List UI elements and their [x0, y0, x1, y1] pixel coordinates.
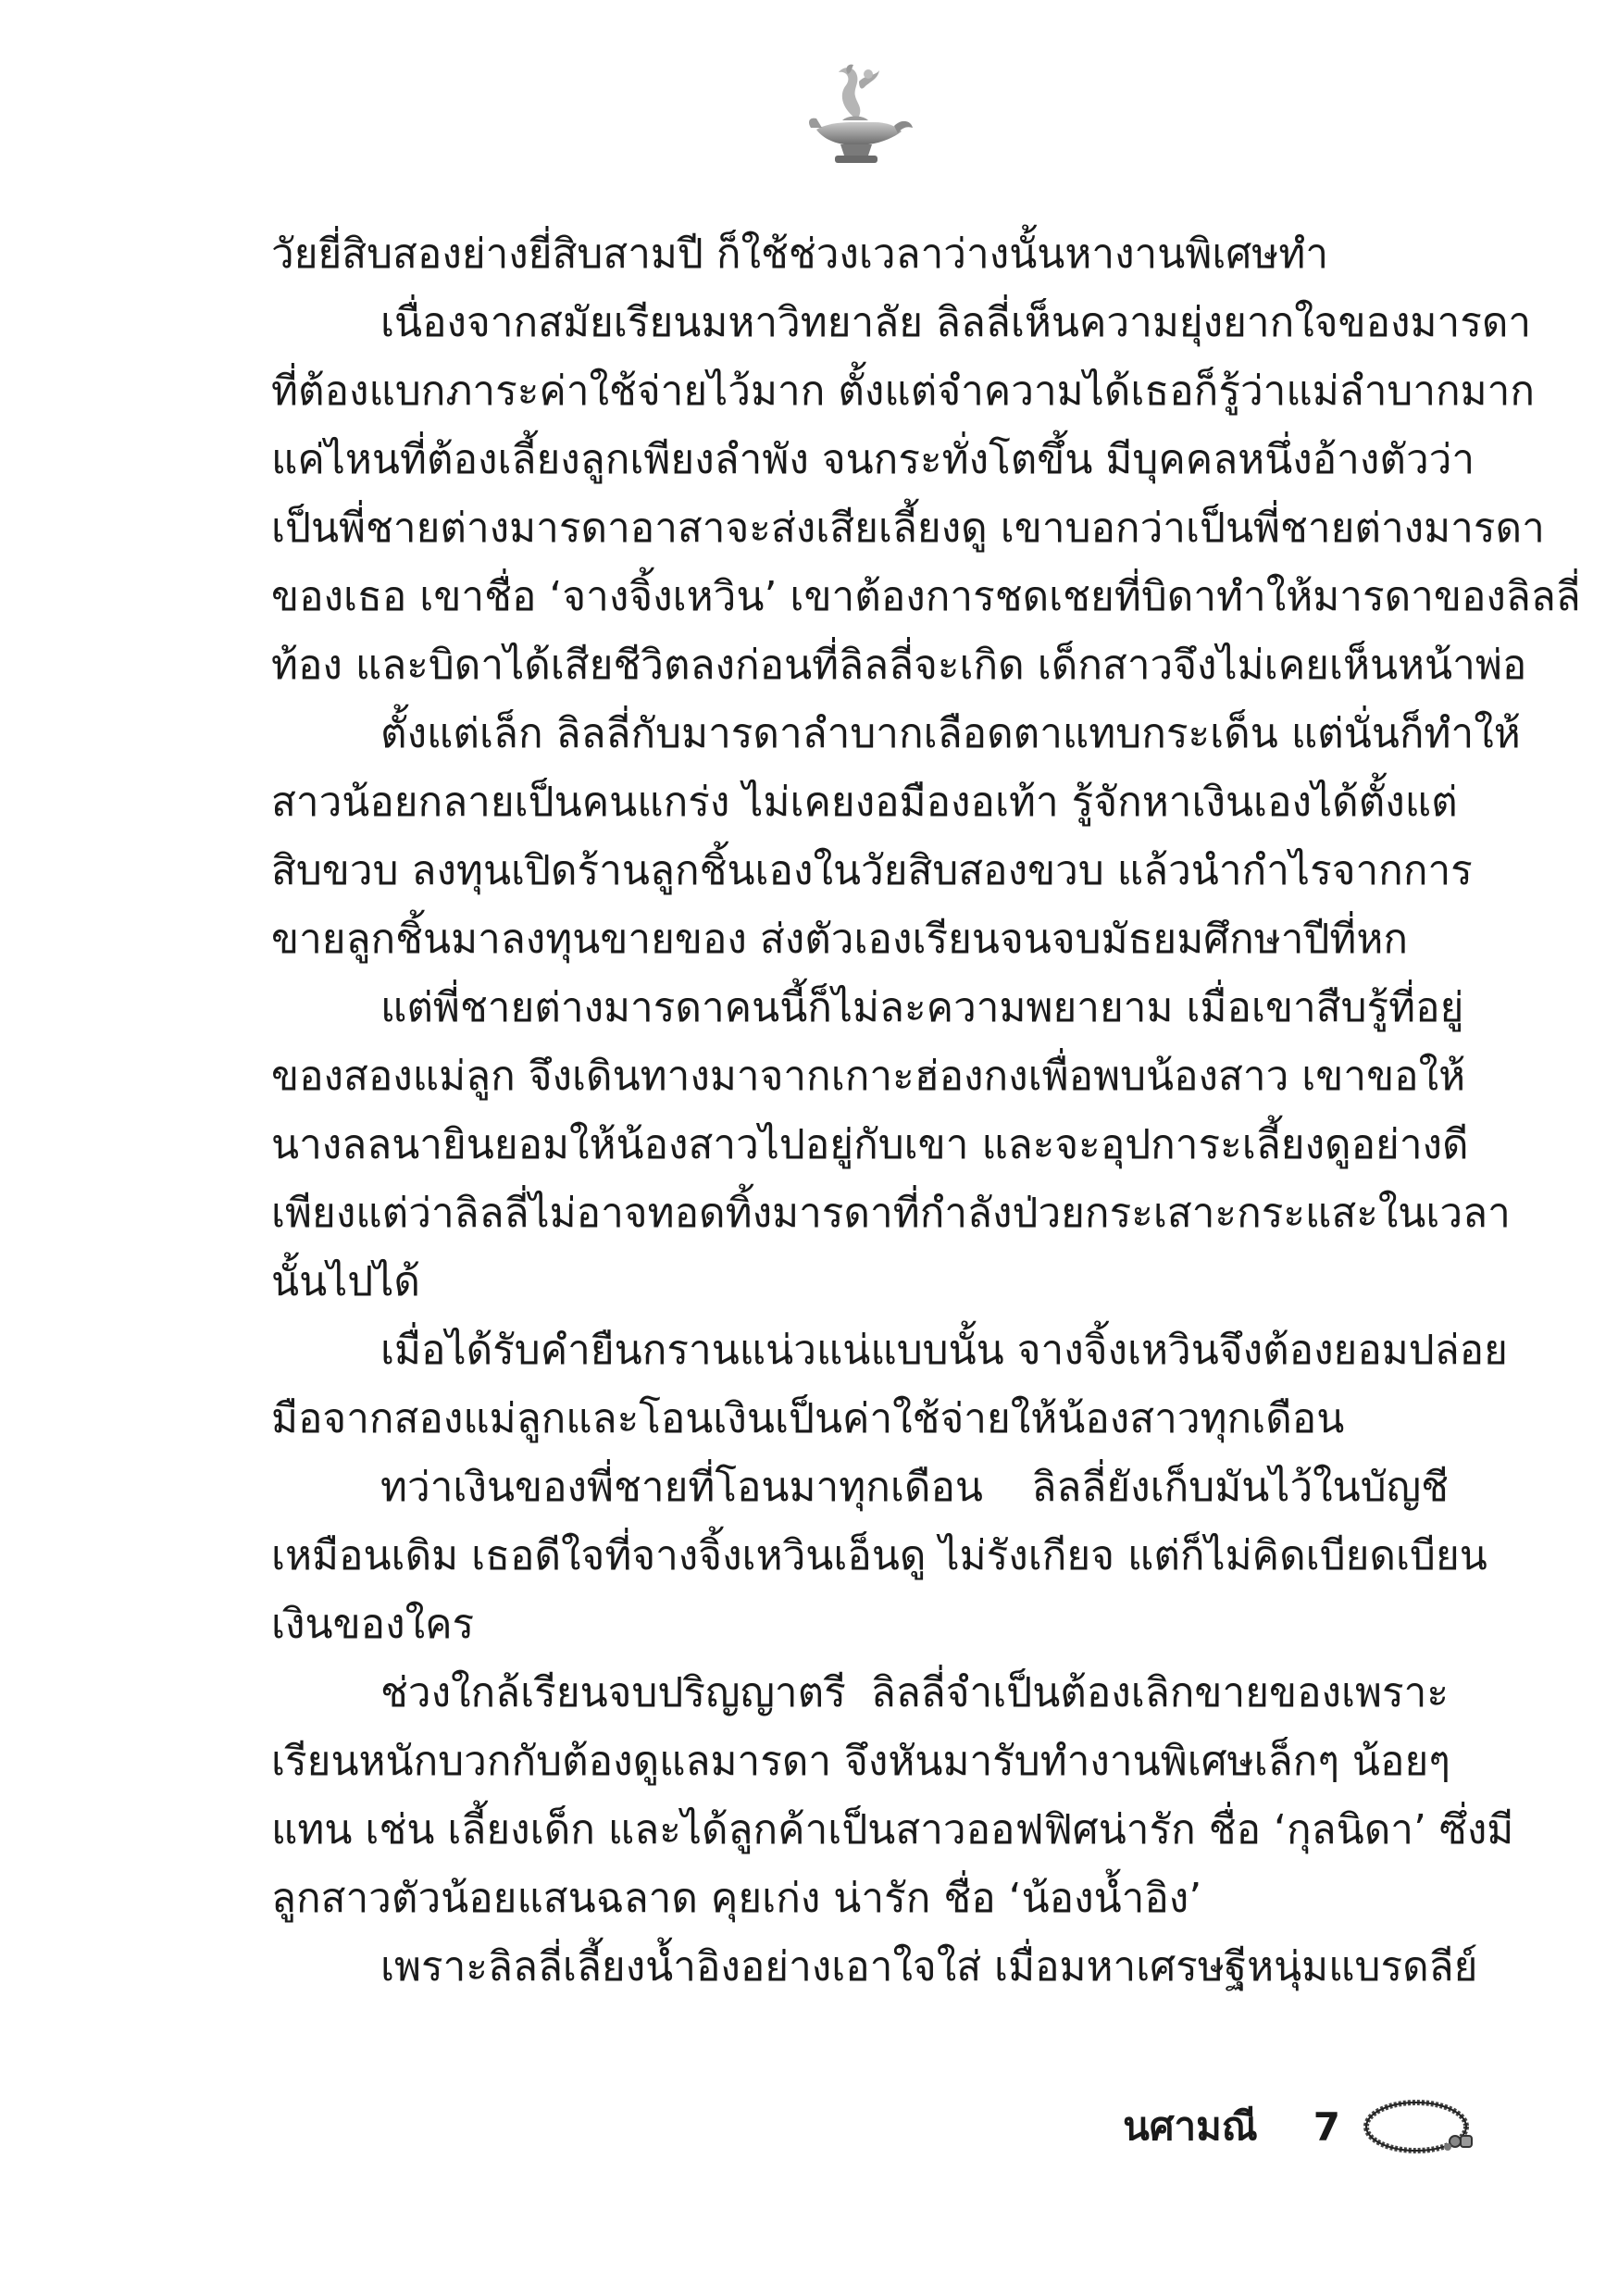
text-line: นางลลนายินยอมให้น้องสาวไปอยู่กับเขา และจะอุปการะเลี้ยงดูอย่างดี — [271, 1121, 1469, 1168]
text-line: แต่พี่ชายต่างมารดาคนนี้ก็ไม่ละความพยายาม เมื่อเขาสืบรู้ที่อยู่ — [380, 984, 1464, 1031]
text-line: มือจากสองแม่ลูกและโอนเงินเป็นค่าใช้จ่ายให้น้องสาวทุกเดือน — [271, 1395, 1345, 1442]
page-number: 7 — [1313, 2103, 1340, 2150]
genie-lamp-icon — [798, 54, 918, 174]
text-line: นั้นไปได้ — [271, 1258, 420, 1305]
text-line: สาวน้อยกลายเป็นคนแกร่ง ไม่เคยงอมืองอเท้า รู้จักหาเงินเองได้ตั้งแต่ — [271, 779, 1458, 826]
text-line: ตั้งแต่เล็ก ลิลลี่กับมารดาลำบากเลือดตาแทบกระเด็น แต่นั่นก็ทำให้ — [380, 710, 1521, 757]
text-line: ของเธอ เขาชื่อ ‘จางจิ้งเหวิน’ เขาต้องการชดเชยที่บิดาทำให้มารดาของลิลลี่ — [271, 573, 1581, 620]
bracelet-icon — [1359, 2090, 1479, 2164]
text-line: เรียนหนักบวกกับต้องดูแลมารดา จึงหันมารับทำงานพิเศษเล็กๆ น้อยๆ — [271, 1738, 1450, 1785]
text-line: ของสองแม่ลูก จึงเดินทางมาจากเกาะฮ่องกงเพื่อพบน้องสาว เขาขอให้ — [271, 1053, 1466, 1100]
body-text — [271, 220, 1581, 2002]
text-line: เป็นพี่ชายต่างมารดาอาสาจะส่งเสียเลี้ยงดู เขาบอกว่าเป็นพี่ชายต่างมารดา — [271, 505, 1545, 552]
text-line: สิบขวบ ลงทุนเปิดร้านลูกชิ้นเองในวัยสิบสองขวบ แล้วนำกำไรจากการ — [271, 847, 1473, 894]
text-line: เพียงแต่ว่าลิลลี่ไม่อาจทอดทิ้งมารดาที่กำลังป่วยกระเสาะกระแสะในเวลา — [271, 1190, 1511, 1237]
text-line: ลูกสาวตัวน้อยแสนฉลาด คุยเก่ง น่ารัก ชื่อ ‘น้องน้ำอิง’ — [271, 1875, 1202, 1922]
text-line: แค่ไหนที่ต้องเลี้ยงลูกเพียงลำพัง จนกระทั่งโตขึ้น มีบุคคลหนึ่งอ้างตัวว่า — [271, 436, 1475, 483]
text-line: แทน เช่น เลี้ยงเด็ก และได้ลูกค้าเป็นสาวออฟฟิศน่ารัก ชื่อ ‘กุลนิดา’ ซึ่งมี — [271, 1806, 1514, 1853]
text-line: ที่ต้องแบกภาระค่าใช้จ่ายไว้มาก ตั้งแต่จำความได้เธอก็รู้ว่าแม่ลำบากมาก — [271, 368, 1536, 415]
text-line: ช่วงใกล้เรียนจบปริญญาตรี ลิลลี่จำเป็นต้องเลิกขายของเพราะ — [380, 1669, 1449, 1716]
text-line: ทว่าเงินของพี่ชายที่โอนมาทุกเดือน ลิลลี่ยังเก็บมันไว้ในบัญชี — [380, 1464, 1449, 1511]
text-line: เหมือนเดิม เธอดีใจที่จางจิ้งเหวินเอ็นดู ไม่รังเกียจ แต่ก็ไม่คิดเบียดเบียน — [271, 1532, 1487, 1579]
book-title: นศามณี — [1123, 2103, 1258, 2149]
text-line: เงินของใคร — [271, 1601, 475, 1648]
page-footer — [1123, 2085, 1479, 2168]
text-line: ขายลูกชิ้นมาลงทุนขายของ ส่งตัวเองเรียนจนจบมัธยมศึกษาปีที่หก — [271, 916, 1409, 963]
text-line: เพราะลิลลี่เลี้ยงน้ำอิงอย่างเอาใจใส่ เมื่อมหาเศรษฐีหนุ่มแบรดลีย์ — [380, 1943, 1478, 1990]
text-line: วัยยี่สิบสองย่างยี่สิบสามปี ก็ใช้ช่วงเวลาว่างนั้นหางานพิเศษทำ — [271, 231, 1329, 278]
text-line: เนื่องจากสมัยเรียนมหาวิทยาลัย ลิลลี่เห็นความยุ่งยากใจของมารดา — [380, 299, 1532, 346]
text-line: เมื่อได้รับคำยืนกรานแน่วแน่แบบนั้น จางจิ้งเหวินจึงต้องยอมปล่อย — [380, 1327, 1508, 1374]
text-line: ท้อง และบิดาได้เสียชีวิตลงก่อนที่ลิลลี่จะเกิด เด็กสาวจึงไม่เคยเห็นหน้าพ่อ — [271, 642, 1527, 689]
